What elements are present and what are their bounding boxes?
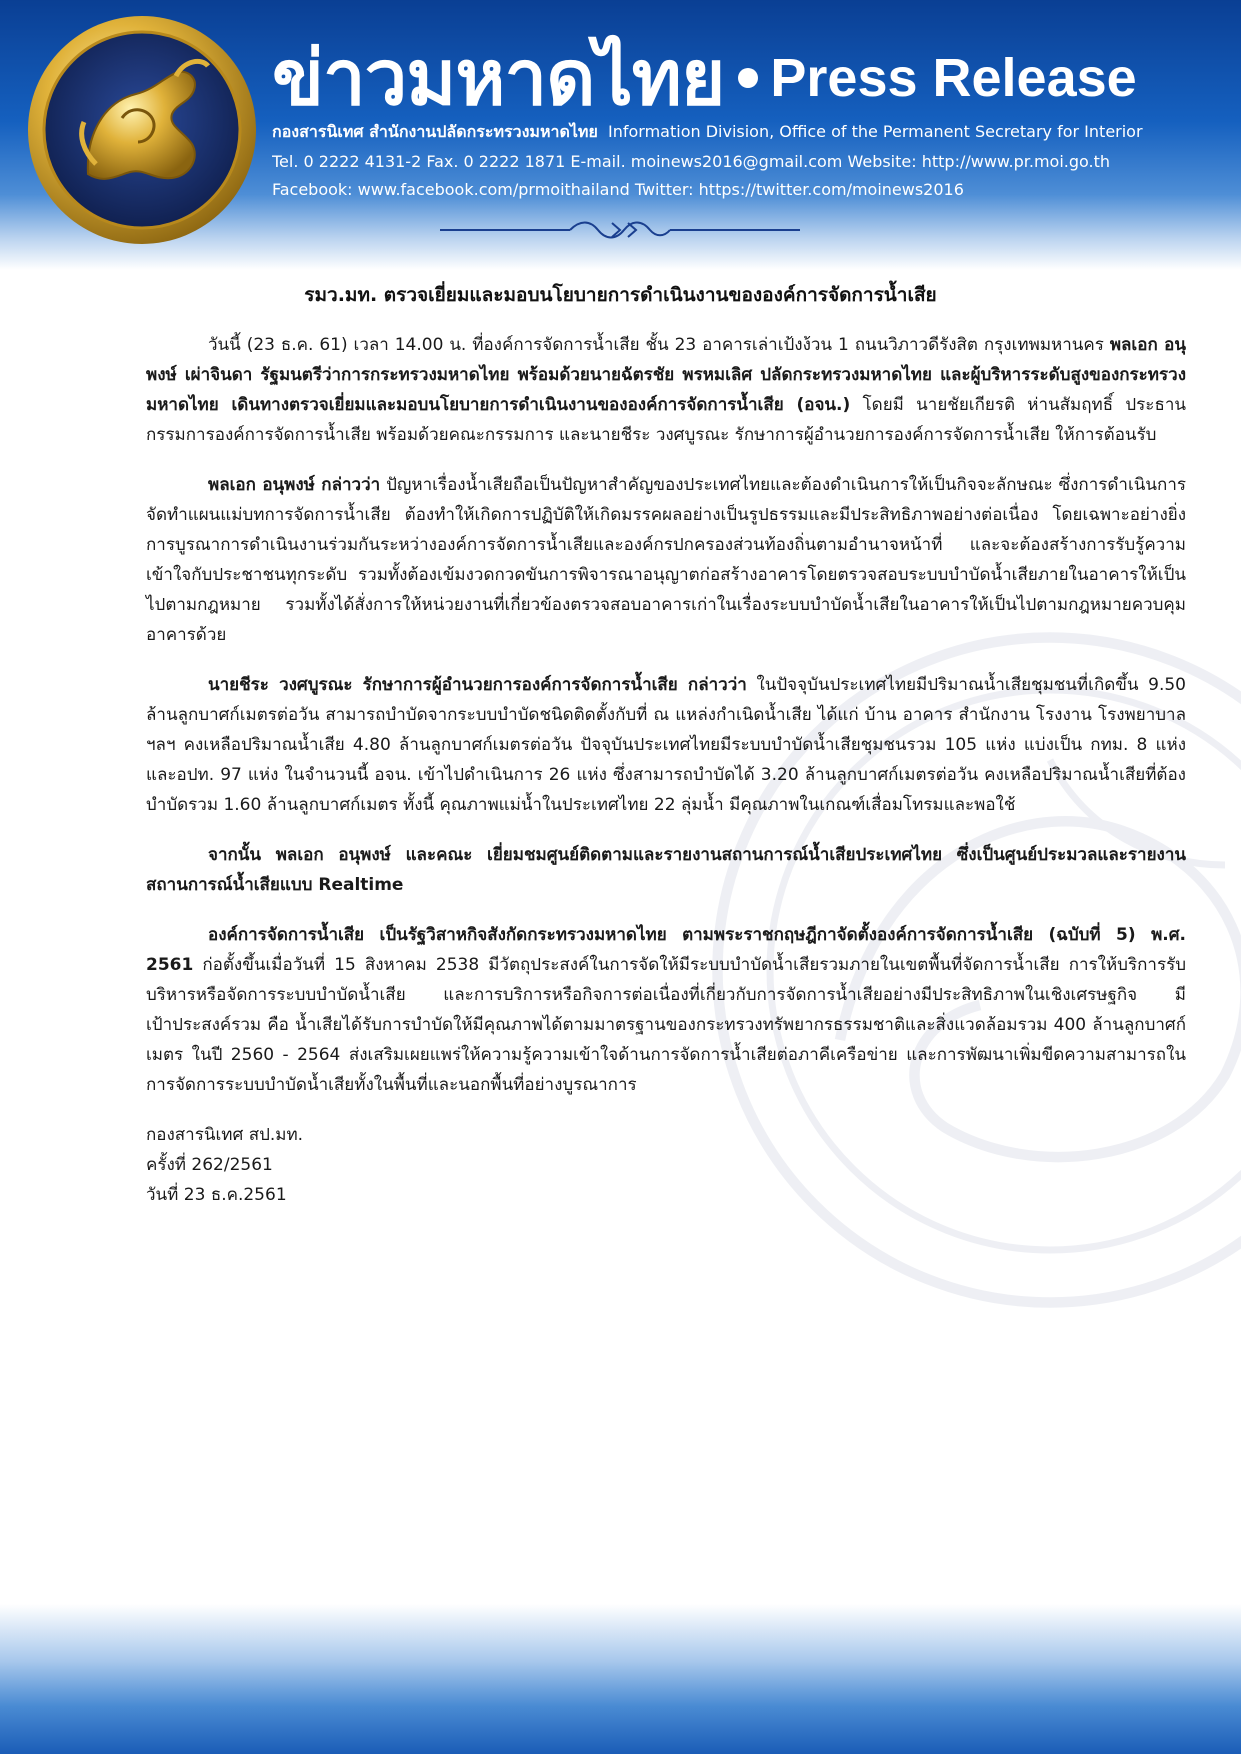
organization-line — [272, 120, 1212, 144]
p3-bold: นายชีระ วงศบูรณะ รักษาการผู้อำนวยการองค์การจัดการน้ำเสีย กล่าวว่า — [208, 675, 747, 695]
bullet-dot-icon — [738, 68, 758, 88]
p5-rest: ก่อตั้งขึ้นเมื่อวันที่ 15 สิงหาคม 2538 มีวัตถุประสงค์ในการจัดให้มีระบบบำบัดน้ำเสียรวมภายในเขตพื้นที่จัดการน้ำเสีย การให้บริการรับบริหารหรือจัดการระบบบำบัดน้ำเสีย และการบริการหรือกิจการต่อเนื่องที่เกี่ยวกับการจัดการน้ำเสียอย่างมีประสิทธิภาพในเชิงเศรษฐกิจ มีเป้าประสงค์รวม คือ น้ำเสียได้รับการบำบัดให้มีคุณภาพได้ตามมาตรฐานของกระทรวงทรัพยากรธรรมชาติและสิ่งแวดล้อมรวม 400 ล้านลูกบาศก์เมตร ในปี 2560 - 2564 ส่งเสริมเผยแพร่ให้ความรู้ความเข้าใจด้านการจัดการน้ำเสียต่อภาคีเครือข่าย และการพัฒนาเพิ่มขีดความสามารถในการจัดการระบบบำบัดน้ำเสียทั้งในพื้นที่และนอกพื้นที่อย่างบูรณาการ — [146, 955, 1186, 1095]
signature-block — [146, 1120, 1186, 1210]
article-body — [146, 330, 1186, 1210]
paragraph-5 — [146, 920, 1186, 1100]
divider-ornament-icon — [440, 215, 800, 245]
p2-bold: พลเอก อนุพงษ์ กล่าวว่า — [208, 475, 381, 495]
footer-background — [0, 1604, 1241, 1754]
masthead-title-english: Press Release — [770, 48, 1137, 108]
p5-bold: องค์การจัดการน้ำเสีย เป็นรัฐวิสาหกิจสังกัดกระทรวงมหาดไทย ตามพระราชกฤษฎีกาจัดตั้งองค์การจัดการน้ำเสีย (ฉบับที่ 5) พ.ศ. 2561 — [146, 925, 1186, 975]
p4-bold: จากนั้น พลเอก อนุพงษ์ และคณะ เยี่ยมชมศูนย์ติดตามและรายงานสถานการณ์น้ำเสียประเทศไทย ซึ่งเป็นศูนย์ประมวลและรายงานสถานการณ์น้ำเสียแบบ Realtime — [146, 845, 1186, 895]
article-title: รมว.มท. ตรวจเยี่ยมและมอบนโยบายการดำเนินงานขององค์การจัดการน้ำเสีย — [304, 284, 937, 306]
ministry-seal-icon — [26, 14, 258, 246]
paragraph-2 — [146, 470, 1186, 650]
paragraph-1 — [146, 330, 1186, 450]
organization-english: Information Division, Office of the Permanent Secretary for Interior — [608, 122, 1143, 141]
p1-rest: โดยมี นายชัยเกียรติ ห่านสัมฤทธิ์ ประธานกรรมการองค์การจัดการน้ำเสีย พร้อมด้วยคณะกรรมการ และนายชีระ วงศบูรณะ รักษาการผู้อำนวยการองค์การจัดการน้ำเสีย ให้การต้อนรับ — [146, 395, 1186, 445]
masthead-title-thai: ข่าวมหาดไทย — [272, 33, 725, 122]
masthead — [272, 28, 1221, 128]
paragraph-3 — [146, 670, 1186, 820]
p1-intro: วันนี้ (23 ธ.ค. 61) เวลา 14.00 น. ที่องค์การจัดการน้ำเสีย ชั้น 23 อาคารเล่าเป้งง้วน 1 ถนนวิภาวดีรังสิต กรุงเทพมหานคร — [208, 335, 1110, 355]
p3-rest: ในปัจจุบันประเทศไทยมีปริมาณน้ำเสียชุมชนที่เกิดขึ้น 9.50 ล้านลูกบาศก์เมตรต่อวัน สามารถบำบัดจากระบบบำบัดชนิดติดตั้งกับที่ ณ แหล่งกำเนิดน้ำเสีย ได้แก่ บ้าน อาคาร สำนักงาน โรงงาน โรงพยาบาล ฯลฯ คงเหลือปริมาณน้ำเสีย 4.80 ล้านลูกบาศก์เมตรต่อวัน ปัจจุบันประเทศไทยมีระบบบำบัดน้ำเสียชุมชนรวม 105 แห่ง แบ่งเป็น กทม. 8 แห่ง และอปท. 97 แห่ง ในจำนวนนี้ อจน. เข้าไปดำเนินการ 26 แห่ง ซึ่งสามารถบำบัดได้ 3.20 ล้านลูกบาศก์เมตรต่อวัน คงเหลือปริมาณน้ำเสียที่ต้องบำบัดรวม 1.60 ล้านลูกบาศก์เมตร ทั้งนี้ คุณภาพแม่น้ำในประเทศไทย 22 ลุ่มน้ำ มีคุณภาพในเกณฑ์เสื่อมโทรมและพอใช้ — [146, 675, 1187, 815]
signature-division: กองสารนิเทศ สป.มท. — [146, 1125, 304, 1145]
social-line: Facebook: www.facebook.com/prmoithailand Twitter: https://twitter.com/moinews2016 — [272, 180, 964, 199]
signature-date: วันที่ 23 ธ.ค.2561 — [146, 1185, 287, 1205]
paragraph-4 — [146, 840, 1186, 900]
signature-issue: ครั้งที่ 262/2561 — [146, 1155, 273, 1175]
contact-line: Tel. 0 2222 4131-2 Fax. 0 2222 1871 E-mail. moinews2016@gmail.com Website: http://www.pr.moi.go.th — [272, 152, 1111, 171]
organization-thai: กองสารนิเทศ สำนักงานปลัดกระทรวงมหาดไทย — [272, 122, 598, 141]
p1-bold: พลเอก อนุพงษ์ เผ่าจินดา รัฐมนตรีว่าการกระทรวงมหาดไทย พร้อมด้วยนายฉัตรชัย พรหมเลิศ ปลัดกระทรวงมหาดไทย และผู้บริหารระดับสูงของกระทรวงมหาดไทย เดินทางตรวจเยี่ยมและมอบนโยบายการดำเนินงานขององค์การจัดการน้ำเสีย (อจน.) — [146, 335, 1187, 415]
p2-rest: ปัญหาเรื่องน้ำเสียถือเป็นปัญหาสำคัญของประเทศไทยและต้องดำเนินการให้เป็นกิจจะลักษณะ ซึ่งการดำเนินการจัดทำแผนแม่บทการจัดการน้ำเสีย ต้องทำให้เกิดการปฏิบัติให้เกิดมรรคผลอย่างเป็นรูปธรรมและมีประสิทธิภาพอย่างต่อเนื่อง โดยเฉพาะอย่างยิ่งการบูรณาการดำเนินงานร่วมกันระหว่างองค์การจัดการน้ำเสียและองค์กรปกครองส่วนท้องถิ่นตามอำนาจหน้าที่ และจะต้องสร้างการรับรู้ความเข้าใจกับประชาชนทุกระดับ รวมทั้งต้องเข้มงวดกวดขันการพิจารณาอนุญาตก่อสร้างอาคารโดยตรวจสอบระบบบำบัดน้ำเสียภายในอาคารให้เป็นไปตามกฎหมาย รวมทั้งได้สั่งการให้หน่วยงานที่เกี่ยวข้องตรวจสอบอาคารเก่าในเรื่องระบบบำบัดน้ำเสียในอาคารให้เป็นไปตามกฎหมายควบคุมอาคารด้วย — [146, 475, 1186, 645]
